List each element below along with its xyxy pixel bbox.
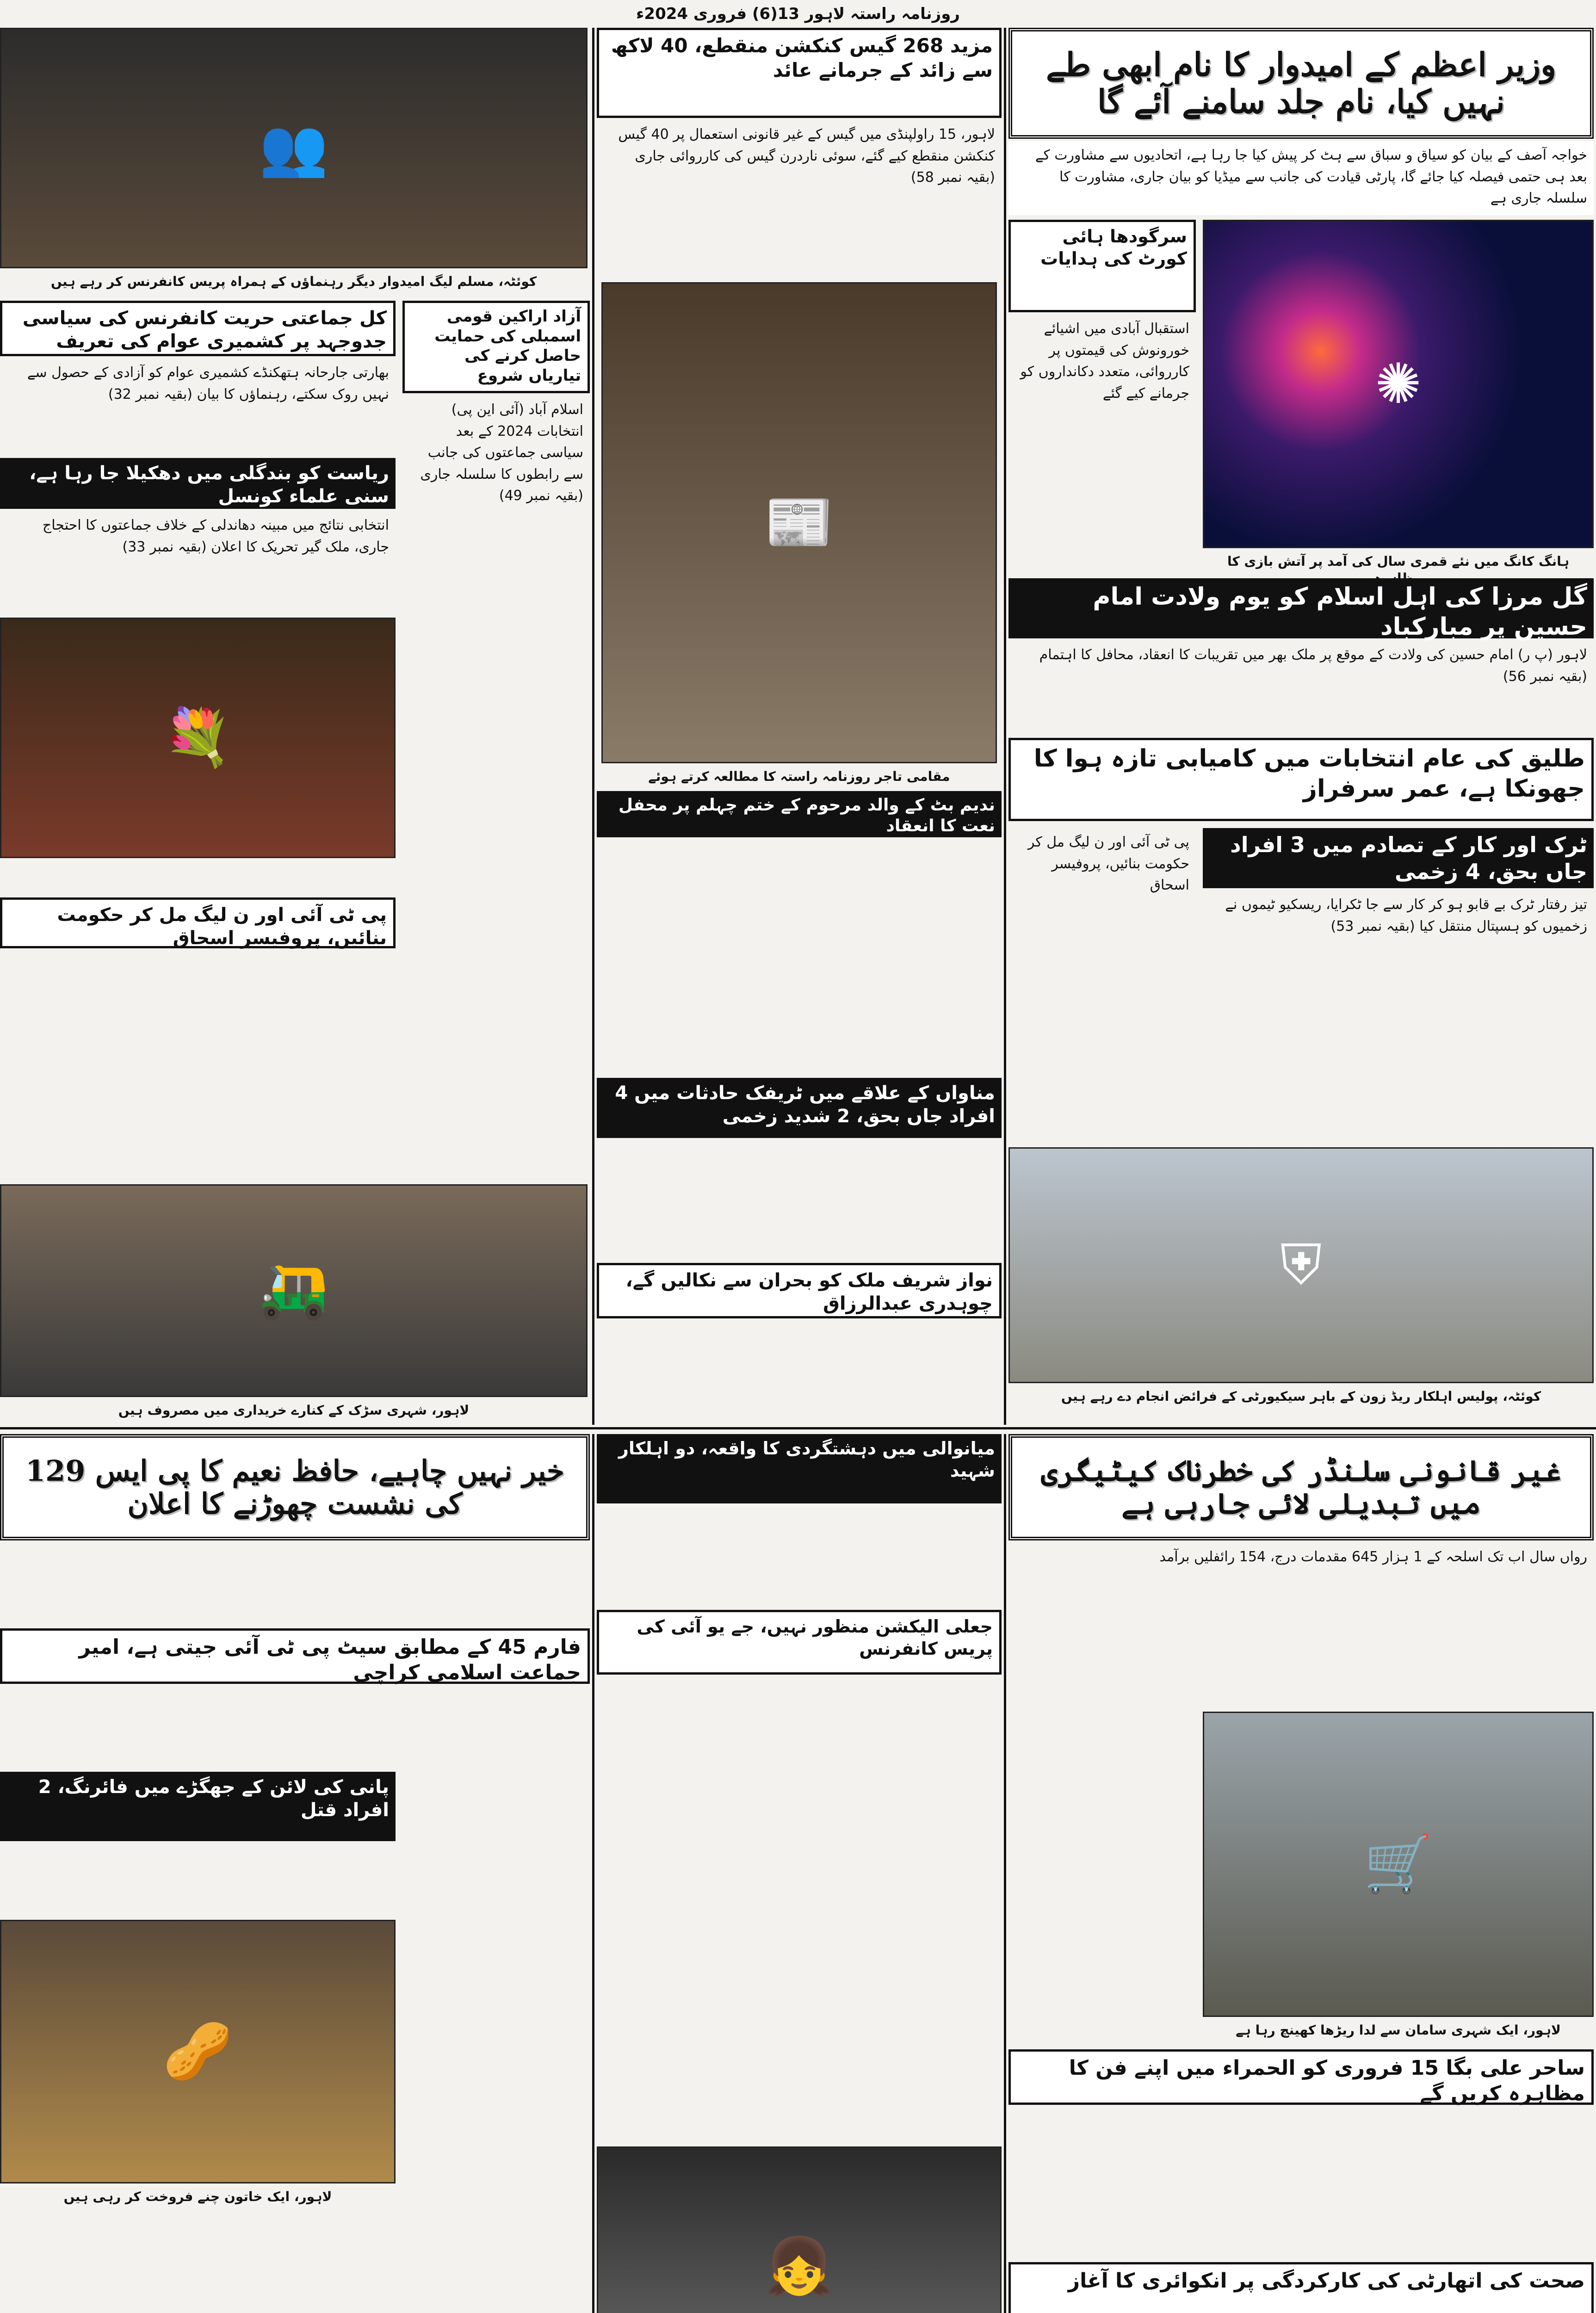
column-rule — [592, 1434, 594, 2313]
right-banner-body: رواں سال اب تک اسلحہ کے 1 ہزار 645 مقدمات درج، 154 رائفلیں برآمد — [1159, 1549, 1587, 1565]
police-photo: ⛨ — [1008, 1147, 1594, 1383]
masthead-dateline: روزنامہ راستہ لاہور 13(6) فروری 2024ء — [636, 5, 960, 23]
azad-headline: آزاد اراکین قومی اسمبلی کی حمایت حاصل کرنے کی تیاریاں شروع — [402, 301, 590, 393]
sahir-headline: ساحر علی بگا 15 فروری کو الحمراء میں اپنے فن کا مظاہرہ کریں گے — [1008, 2049, 1594, 2105]
cart-photo: 🛒 — [1203, 1712, 1594, 2017]
right-banner: غیر قانونی سلنڈر کی خطرناک کیٹیگری میں تبدیلی لائی جارہی ہے — [1008, 1434, 1594, 1540]
truck-headline: ٹرک اور کار کے تصادم میں 3 افراد جاں بحق، 4 زخمی — [1203, 828, 1594, 888]
reader-photo: 📰 — [601, 282, 997, 763]
column-rule — [592, 28, 594, 1425]
riyasat-body: انتخابی نتائج میں مبینہ دھاندلی کے خلاف جماعتوں کا احتجاج جاری، ملک گیر تحریک کا اعلان (بقیہ نمبر 33) — [42, 517, 389, 555]
girls-photo: 👧 — [597, 2146, 1002, 2313]
presser-photo: 👥 — [0, 28, 588, 268]
truck-body: تیز رفتار ٹرک بے قابو ہو کر کار سے جا ٹکرایا، ریسکیو ٹیموں نے زخمیوں کو ہسپتال منتقل کیا (بقیہ نمبر 53) — [1225, 897, 1587, 934]
fireworks-caption: ہانگ کانگ میں نئے قمری سال کی آمد پر آتش بازی کا — [1227, 554, 1570, 569]
hurriyat-headline: کل جماعتی حریت کانفرنس کی سیاسی جدوجہد پر کشمیری عوام کی تعریف — [0, 301, 396, 356]
lead-banner: وزیر اعظم کے امیدوار کا نام ابھی طے نہیں کیا، نام جلد سامنے آئے گا — [1008, 28, 1594, 139]
presser-caption: کوئٹہ، مسلم لیگ امیدوار دیگر رہنماؤں کے ہمراہ پریس کانفرنس کر رہے ہیں — [50, 274, 537, 289]
sarghoda-headline: سرگودھا ہائی کورٹ کی ہدایات — [1008, 220, 1196, 312]
jali-headline: جعلی الیکشن منظور نہیں، جے یو آئی کی پریس کانفرنس — [597, 1610, 1002, 1675]
street-photo: 🛺 — [0, 1184, 588, 1397]
talib-headline: طلیق کی عام انتخابات میں کامیابی تازہ ہوا کا جھونکا ہے، عمر سرفراز — [1008, 738, 1594, 821]
vendor-photo: 🥜 — [0, 1920, 396, 2183]
section-rule — [0, 1427, 1596, 1429]
street-caption: لاہور، شہری سڑک کے کنارے خریداری میں مصروف ہیں — [118, 1403, 470, 1418]
column-rule — [1004, 1434, 1006, 2313]
nadeem-headline: ندیم بٹ کے والد مرحوم کے ختم چہلم پر محفل نعت کا انعقاد — [597, 791, 1002, 837]
riyasat-headline: ریاست کو بندگلی میں دھکیلا جا رہا ہے، سنی علماء کونسل — [0, 458, 396, 509]
manawan-headline: مناواں کے علاقے میں ٹریفک حادثات میں 4 افراد جاں بحق، 2 شدید زخمی — [597, 1078, 1002, 1138]
reader-caption: مقامی تاجر روزنامہ راستہ کا مطالعہ کرتے ہوئے — [648, 769, 950, 784]
gas-body: لاہور، 15 راولپنڈی میں گیس کے غیر قانونی استعمال پر 40 گیس کنکشن منقطع کیے گئے، سوئی ناردرن گیس کی کارروائی جاری (بقیہ نمبر 58) — [618, 126, 995, 186]
cart-caption: لاہور، ایک شہری سامان سے لدا ریڑھا کھینچ رہا ہے — [1236, 2022, 1561, 2038]
sarghoda-body: استقبال آبادی میں اشیائے خورونوش کی قیمتوں پر کارروائی، متعدد دکانداروں کو جرمانے کیے گئے — [1020, 321, 1189, 402]
fireworks-photo: ✺ — [1203, 220, 1594, 548]
ptic-body: پی ٹی آئی اور ن لیگ مل کر حکومت بنائیں، پروفیسر اسحاق — [1027, 834, 1189, 893]
gul-headline: گل مرزا کی اہل اسلام کو یوم ولادت امام حسین پر مبارکباد — [1008, 578, 1594, 638]
police-caption: کوئٹہ، پولیس اہلکار ریڈ زون کے باہر سیکیورٹی کے فرائض انجام دے رہے ہیں — [1061, 1389, 1541, 1404]
bouquet-photo: 💐 — [0, 618, 396, 858]
gul-body: لاہور (پ ر) امام حسین کی ولادت کے موقع پر ملک بھر میں تقریبات کا انعقاد، محافل کا اہتمام (بقیہ نمبر 56) — [1039, 647, 1587, 685]
azad-body: اسلام آباد (آئی این پی) انتخابات 2024 کے بعد سیاسی جماعتوں کی جانب سے رابطوں کا سلسلہ جاری (بقیہ نمبر 49) — [420, 402, 583, 504]
sehat-headline: صحت کی اتھارٹی کی کارکردگی پر انکوائری کا آغاز — [1008, 2262, 1594, 2313]
nawaz-headline: نواز شریف ملک کو بحران سے نکالیں گے، چوہدری عبدالرزاق — [597, 1263, 1002, 1318]
qasim-headline: فارم 45 کے مطابق سیٹ پی ٹی آئی جیتی ہے، امیر جماعت اسلامی کراچی — [0, 1628, 590, 1684]
gas2-headline: پانی کی لائن کے جھگڑے میں فائرنگ، 2 افراد قتل — [0, 1772, 396, 1841]
hurriyat-body: بھارتی جارحانہ ہتھکنڈے کشمیری عوام کو آزادی کے حصول سے نہیں روک سکتے، رہنماؤں کا بیان (بقیہ نمبر 32) — [27, 365, 389, 402]
left-banner: خیر نہیں چاہیے، حافظ نعیم کا پی ایس 129 کی نشست چھوڑنے کا اعلان — [0, 1434, 590, 1540]
gas-headline: مزید 268 گیس کنکشن منقطع، 40 لاکھ سے زائد کے جرمانے عائد — [597, 28, 1002, 118]
lead-body: خواجہ آصف کے بیان کو سیاق و سباق سے ہٹ کر پیش کیا جا رہا ہے، اتحادیوں سے مشاورت کے بعد ہی حتمی فیصلہ کیا جائے گا، پارٹی قیادت کی جانب سے میڈیا کو بیان جاری، مشاورت کا سلسلہ جاری ہے — [1008, 141, 1594, 215]
mianwali-headline: میانوالی میں دہشتگردی کا واقعہ، دو اہلکار شہید — [597, 1434, 1002, 1503]
vendor-caption: لاہور، ایک خاتون چنے فروخت کر رہی ہیں — [63, 2189, 332, 2204]
ptic-headline: پی ٹی آئی اور ن لیگ مل کر حکومت بنائیں، پروفیسر اسحاق — [0, 897, 396, 948]
column-rule — [1004, 28, 1006, 1425]
